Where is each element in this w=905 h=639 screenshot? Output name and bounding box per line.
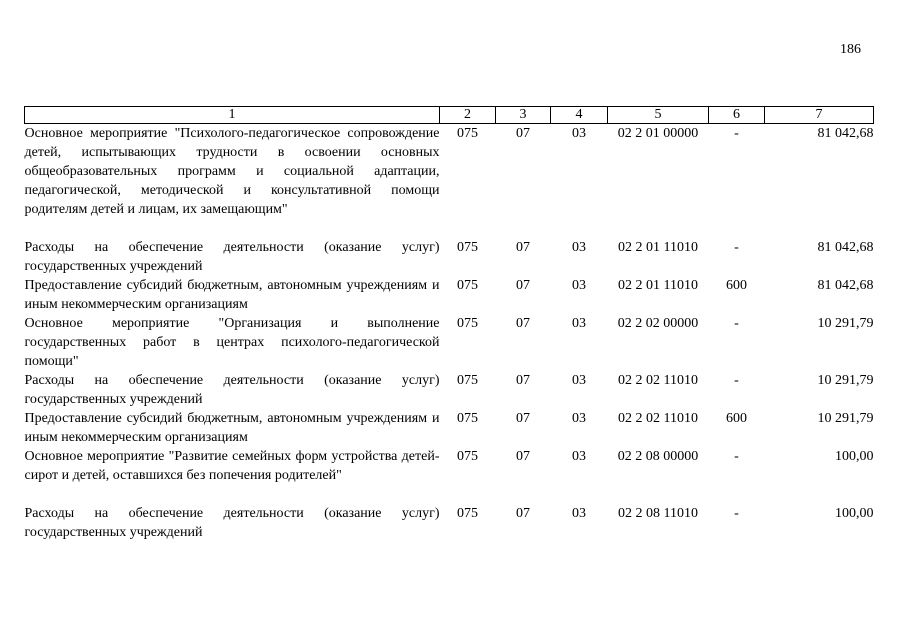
table-row: [25, 447, 874, 504]
column-header: 1: [25, 107, 440, 124]
subsection-code: 03: [572, 126, 586, 141]
ministry-code: 075: [457, 240, 478, 255]
amount: 10 291,79: [817, 373, 874, 388]
expense-name: Предоставление субсидий бюджетным, автономным учреждениям и иным некоммерческим организациям: [24, 411, 440, 445]
section-code: 07: [516, 449, 530, 464]
amount: 100,00: [835, 506, 874, 521]
ministry-code: 075: [457, 449, 478, 464]
table-row: [25, 124, 874, 239]
subsection-code: 03: [572, 316, 586, 331]
section-code: 07: [516, 240, 530, 255]
table-row: [25, 314, 874, 371]
target-article-code: 02 2 01 00000: [617, 126, 699, 141]
amount: 10 291,79: [817, 411, 874, 426]
ministry-code: 075: [457, 373, 478, 388]
ministry-code: 075: [457, 506, 478, 521]
page-number: 186: [840, 42, 861, 57]
budget-table: [24, 106, 874, 542]
expense-type-code: -: [734, 373, 739, 388]
ministry-code: 075: [457, 411, 478, 426]
section-code: 07: [516, 316, 530, 331]
subsection-code: 03: [572, 373, 586, 388]
amount: 81 042,68: [817, 240, 874, 255]
expense-type-code: -: [734, 240, 739, 255]
table-row: [25, 504, 874, 542]
table-row: [25, 238, 874, 276]
section-code: 07: [516, 278, 530, 293]
section-code: 07: [516, 506, 530, 521]
column-header: 6: [709, 107, 765, 124]
target-article-code: 02 2 02 11010: [618, 411, 698, 426]
target-article-code: 02 2 02 00000: [617, 316, 699, 331]
target-article-code: 02 2 08 11010: [618, 506, 698, 521]
expense-type-code: -: [734, 126, 739, 141]
target-article-code: 02 2 08 00000: [617, 449, 699, 464]
expense-name: Расходы на обеспечение деятельности (оказание услуг) государственных учреждений: [24, 506, 440, 540]
column-header: 2: [440, 107, 496, 124]
expense-name: Предоставление субсидий бюджетным, автономным учреждениям и иным некоммерческим организациям: [24, 278, 440, 312]
amount: 100,00: [835, 449, 874, 464]
section-code: 07: [516, 373, 530, 388]
subsection-code: 03: [572, 411, 586, 426]
subsection-code: 03: [572, 278, 586, 293]
target-article-code: 02 2 02 11010: [618, 373, 698, 388]
table-row: [25, 409, 874, 447]
column-header: 3: [496, 107, 551, 124]
subsection-code: 03: [572, 240, 586, 255]
target-article-code: 02 2 01 11010: [618, 240, 698, 255]
section-code: 07: [516, 126, 530, 141]
amount: 81 042,68: [817, 126, 874, 141]
subsection-code: 03: [572, 506, 586, 521]
expense-name: Расходы на обеспечение деятельности (оказание услуг) государственных учреждений: [24, 373, 440, 407]
column-header: 5: [608, 107, 709, 124]
table-row: [25, 276, 874, 314]
expense-name: Основное мероприятие "Психолого-педагогическое сопровождение детей, испытывающих трудности в освоении основных общеобразовательных программ и социальной адаптации, педагогической, методической и консультативной помощи родителям детей и лицам, их замещающим": [24, 126, 440, 217]
subsection-code: 03: [572, 449, 586, 464]
column-header: 7: [765, 107, 874, 124]
expense-name: Основное мероприятие "Организация и выполнение государственных работ в центрах психолого-педагогической помощи": [24, 316, 440, 369]
amount: 81 042,68: [817, 278, 874, 293]
expense-name: Расходы на обеспечение деятельности (оказание услуг) государственных учреждений: [24, 240, 440, 274]
column-header: 4: [551, 107, 608, 124]
amount: 10 291,79: [817, 316, 874, 331]
expense-type-code: -: [734, 449, 739, 464]
section-code: 07: [516, 411, 530, 426]
ministry-code: 075: [457, 126, 478, 141]
expense-type-code: -: [734, 506, 739, 521]
expense-type-code: 600: [726, 411, 747, 426]
ministry-code: 075: [457, 278, 478, 293]
header-row: [25, 107, 874, 124]
expense-type-code: 600: [726, 278, 747, 293]
target-article-code: 02 2 01 11010: [618, 278, 698, 293]
table-row: [25, 371, 874, 409]
expense-name: Основное мероприятие "Развитие семейных форм устройства детей-сирот и детей, оставшихся без попечения родителей": [24, 449, 440, 483]
expense-type-code: -: [734, 316, 739, 331]
ministry-code: 075: [457, 316, 478, 331]
